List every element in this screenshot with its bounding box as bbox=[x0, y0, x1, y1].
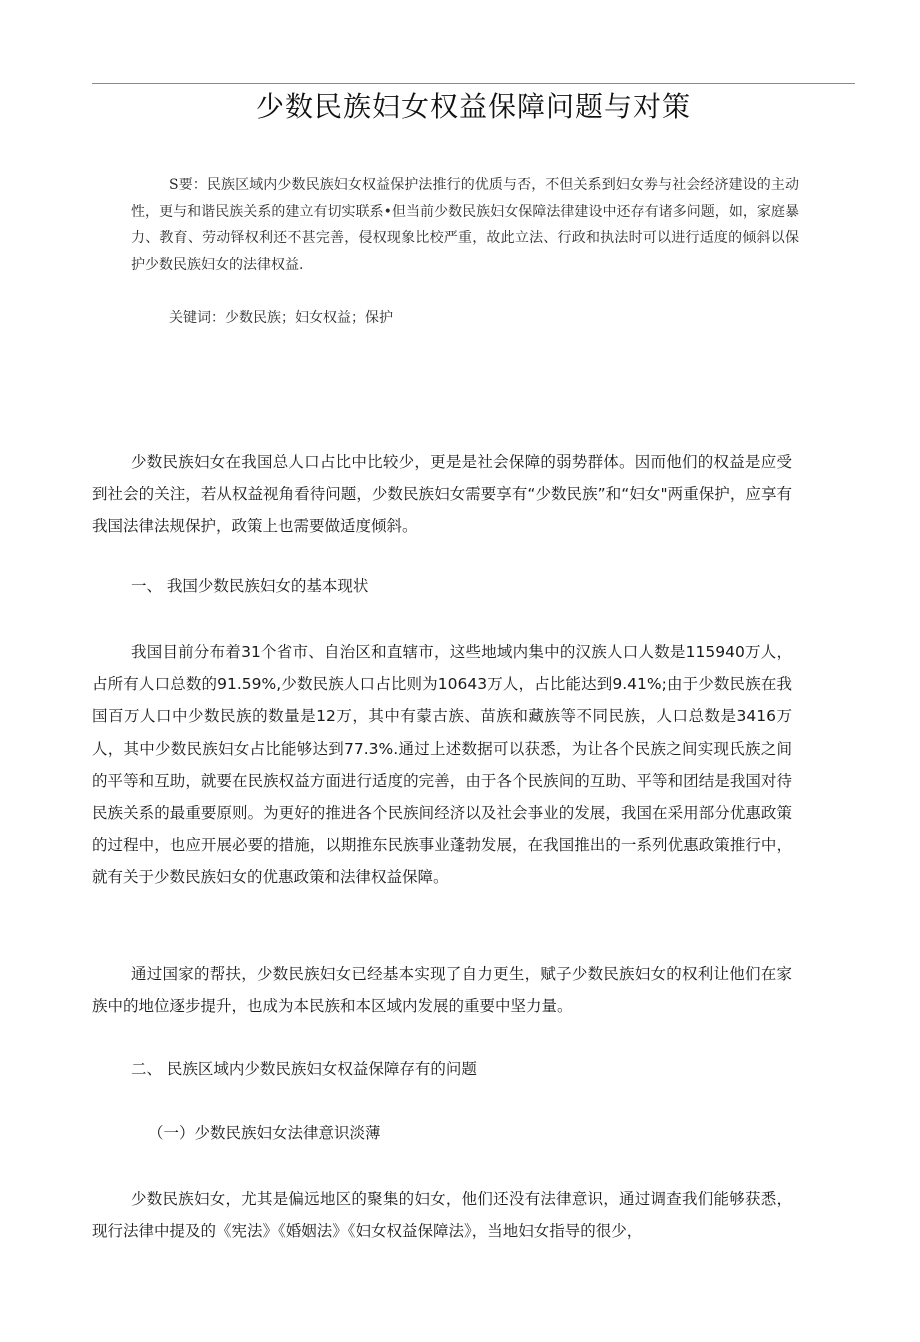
section-heading-1: 一、 我国少数民族妇女的基本现状 bbox=[131, 577, 369, 595]
header-rule bbox=[92, 83, 855, 84]
body-paragraph-intro bbox=[92, 446, 792, 543]
paragraph-text: 我国目前分布着31个省市、自治区和直辖市，这些地域内集中的汉族人口人数是115940万人，占所有人口总数的91.59%,少数民族人口占比则为10643万人，占比能达到9.41%;由于少数民族在我国百万人口中少数民族的数量是12万，其中有蒙古族、苗族和藏族等不同民族，人口总数是3416万人，其中少数民族妇女占比能够达到77.3%.通过上述数据可以获悉，为让各个民族之间实现氏族之间的平等和互助，就要在民族权益方面进行适度的完善，由于各个民族间的互助、平等和团结是我国对待民族关系的最重要原则。为更好的推进各个民族间经济以及社会亊业的发展，我国在采用部分优惠政策的过程中，也应开展必要的措施，以期推东民族事业蓬勃发展，在我国推出的一系列优惠政策推行中，就有关于少数民族妇女的优惠政策和法律权益保障。 bbox=[92, 643, 792, 887]
body-paragraph-legal-awareness bbox=[92, 1183, 792, 1247]
abstract-block bbox=[131, 172, 799, 278]
paragraph-text: 少数民族妇女在我国总人口占比中比较少，更是是社会保障的弱势群体。因而他们的权益是应受到社会的关注，若从权益视角看待问题，少数民族妇女需要享有“少数民族”和“妇女"两重保护，应享有我国法律法规保护，政策上也需要做适度倾斜。 bbox=[92, 453, 792, 536]
paragraph-text: 通过国家的帮扶，少数民族妇女已经基本实现了自力更生，赋子少数民族妇女的权利让他们在家族中的地位逐步提升，也成为本民族和本区域内发展的重要中坚力量。 bbox=[92, 965, 792, 1016]
body-paragraph-statistics bbox=[92, 636, 792, 894]
abstract-text: S要：民族区域内少数民族妇女权益保护法推行的优质与否，不但关系到妇女劵与社会经济建设的主动性，更与和谐民族关系的建立有切实联系•但当前少数民族妇女保障法律建设中还存有诸多问题，如，家庭暴力、教育、劳动铎权利还不甚完善，侵权现象比校严重，故此立法、行政和执法时可以进行适度的倾斜以保护少数民族妇女的法律权益. bbox=[131, 177, 799, 273]
document-title: 少数民族妇女权益保障问题与对策 bbox=[255, 90, 691, 123]
paragraph-text: 少数民族妇女，尤其是偏远地区的聚集的妇女，他们还没有法律意识，通过调查我们能够获悉，现行法律中提及的《宪法》《婚姻法》《妇女权益保障法》，当地妇女指导的很少， bbox=[92, 1190, 792, 1241]
body-paragraph-support bbox=[92, 958, 792, 1022]
subsection-heading-1: （一）少数民族妇女法律意识淡薄 bbox=[148, 1124, 381, 1142]
section-heading-2: 二、 民族区域内少数民族妇女权益保障存有的问题 bbox=[131, 1060, 477, 1078]
keywords-line: 关键词：少数民族；妇女权益；保护 bbox=[169, 310, 393, 326]
